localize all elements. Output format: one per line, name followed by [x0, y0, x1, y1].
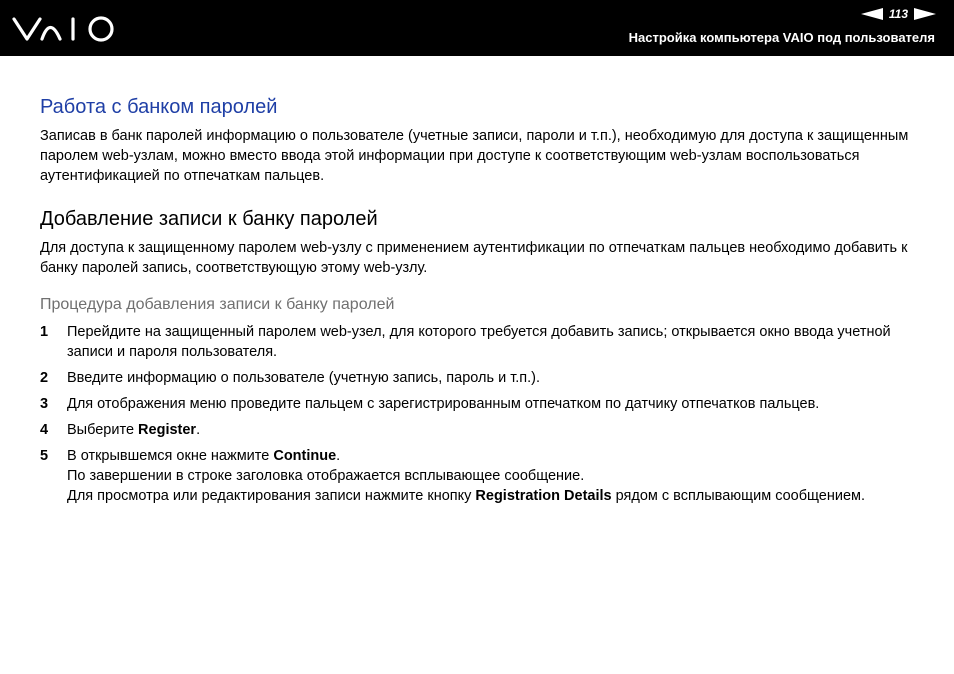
step-number: 1 — [40, 324, 49, 340]
list-item-step-4 — [40, 420, 920, 440]
section-title-add-record: Добавление записи к банку паролей — [40, 208, 378, 230]
page-navigation — [861, 7, 936, 21]
registration-details-command: Registration Details — [475, 488, 612, 504]
step-text-before: Для просмотра или редактирования записи нажмите кнопку — [67, 488, 476, 504]
procedure-title: Процедура добавления записи к банку паролей — [40, 296, 395, 313]
list-item-step-1 — [40, 322, 920, 362]
step-text-after: рядом с всплывающим сообщением. — [611, 488, 866, 504]
section-paragraph-password-bank: Записав в банк паролей информацию о пользователе (учетные записи, пароли и т.п.), необходимую для доступа к защищенным паролем web-узлам, можно вместо ввода этой информации при доступе к соответствующим web-узлам воспользоваться аутентификацией по отпечаткам пальцев. — [40, 128, 909, 184]
section-paragraph-add-record: Для доступа к защищенному паролем web-узлу с применением аутентификации по отпечаткам пальцев необходимо добавить к банку паролей запись, соответствующую этому web-узлу. — [40, 240, 908, 276]
next-page-arrow-icon[interactable] — [914, 8, 936, 20]
step-line-2: По завершении в строке заголовка отображается всплывающее сообщение. — [67, 468, 585, 484]
step-number: 3 — [40, 396, 49, 412]
step-text-after: . — [336, 448, 341, 464]
continue-command: Continue — [273, 448, 337, 464]
list-item-step-2 — [40, 368, 920, 388]
vaio-logo — [12, 12, 122, 46]
page-number: 113 — [888, 7, 908, 21]
step-text-after: . — [196, 422, 201, 438]
chapter-title: Настройка компьютера VAIO под пользователя — [628, 30, 935, 45]
main-content — [40, 96, 920, 512]
step-number: 4 — [40, 422, 49, 438]
section-title-password-bank: Работа с банком паролей — [40, 96, 278, 118]
step-number: 5 — [40, 448, 49, 464]
step-text-before: В открывшемся окне нажмите — [67, 448, 274, 464]
step-text: Перейдите на защищенный паролем web-узел, для которого требуется добавить запись; открывается окно ввода учетной записи и пароля пользователя. — [67, 324, 891, 360]
list-item-step-3 — [40, 394, 920, 414]
step-line-1 — [67, 446, 920, 466]
step-text: Введите информацию о пользователе (учетную запись, пароль и т.п.). — [67, 370, 540, 386]
list-item-step-5 — [40, 446, 920, 506]
header-bar — [0, 0, 954, 56]
previous-page-arrow-icon[interactable] — [861, 8, 883, 20]
procedure-steps-list — [40, 322, 920, 506]
register-command: Register — [138, 422, 197, 438]
step-line-3 — [67, 486, 920, 506]
step-text: Для отображения меню проведите пальцем с зарегистрированным отпечатком по датчику отпечатков пальцев. — [67, 396, 820, 412]
step-number: 2 — [40, 370, 49, 386]
step-text-before: Выберите — [67, 422, 139, 438]
